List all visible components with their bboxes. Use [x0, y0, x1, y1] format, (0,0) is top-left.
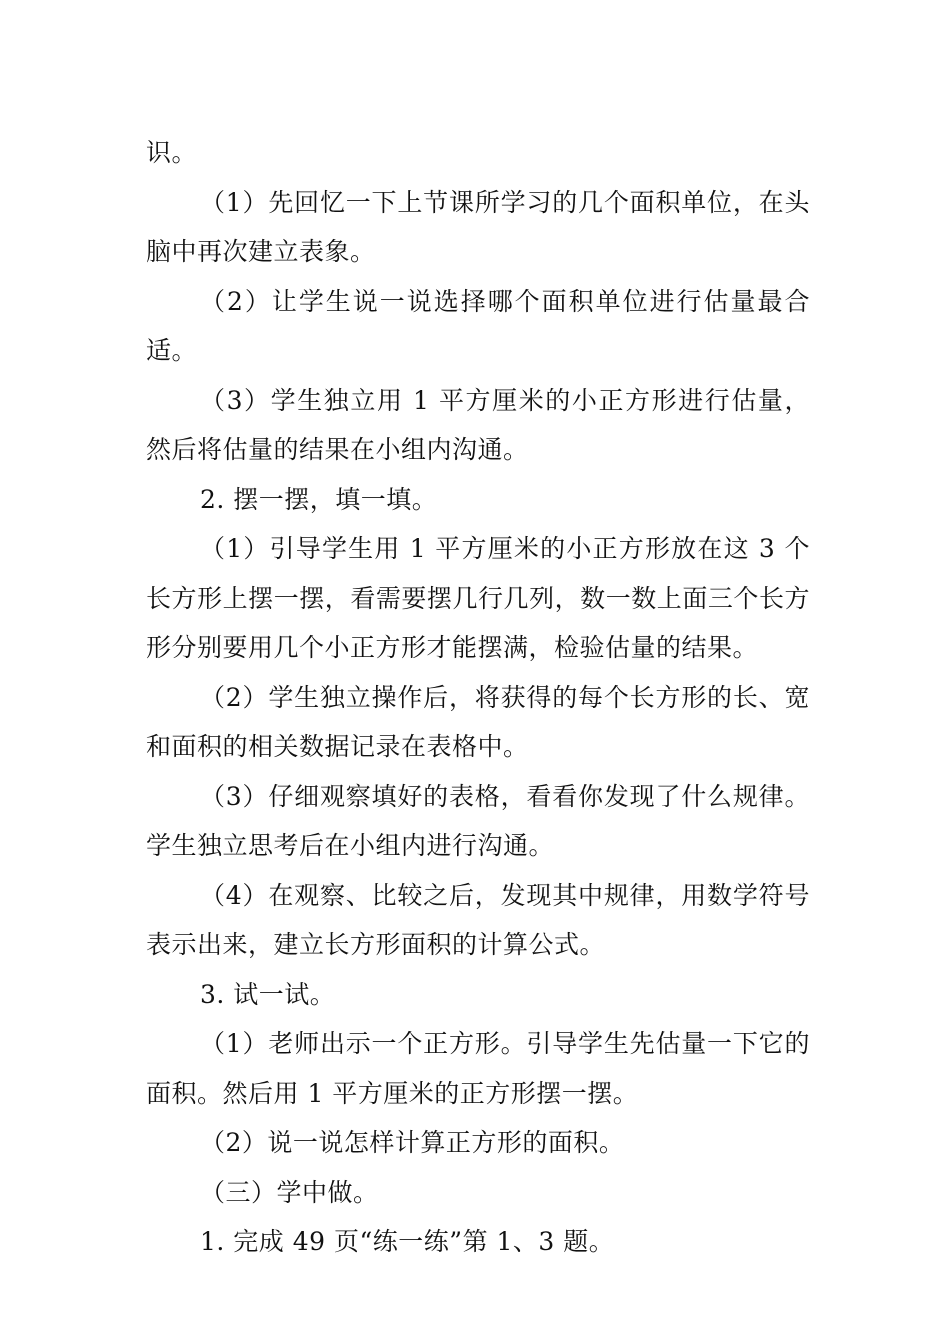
- heading-section-3: （三）学中做。: [200, 1177, 379, 1207]
- heading-step-2: 2. 摆一摆，填一填。: [200, 484, 438, 514]
- document-body: [146, 128, 810, 1267]
- paragraph-step-1-1: （1）先回忆一下上节课所学习的几个面积单位，在头脑中再次建立表象。: [146, 187, 810, 266]
- paragraph-step-2-4: （4）在观察、比较之后，发现其中规律，用数学符号表示出来，建立长方形面积的计算公式。: [146, 880, 810, 959]
- paragraph-step-3-1: （1）老师出示一个正方形。引导学生先估量一下它的面积。然后用 1 平方厘米的正方形摆一摆。: [146, 1029, 810, 1108]
- paragraph-exercise-1: 1. 完成 49 页“练一练”第 1、3 题。: [200, 1227, 615, 1256]
- heading-step-3: 3. 试一试。: [200, 979, 336, 1009]
- paragraph-step-1-2: （2）让学生说一说选择哪个面积单位进行估量最合适。: [146, 286, 810, 365]
- paragraph-step-2-2: （2）学生独立操作后，将获得的每个长方形的长、宽和面积的相关数据记录在表格中。: [146, 682, 810, 761]
- paragraph-step-1-3: （3）学生独立用 1 平方厘米的小正方形进行估量，然后将估量的结果在小组内沟通。: [146, 385, 810, 464]
- paragraph-step-2-1: （1）引导学生用 1 平方厘米的小正方形放在这 3 个长方形上摆一摆，看需要摆几行几列，数一数上面三个长方形分别要用几个小正方形才能摆满，检验估量的结果。: [146, 534, 810, 662]
- paragraph-step-2-3: （3）仔细观察填好的表格，看看你发现了什么规律。学生独立思考后在小组内进行沟通。: [146, 781, 810, 860]
- paragraph-step-3-2: （2）说一说怎样计算正方形的面积。: [200, 1128, 625, 1157]
- paragraph-continuation: 识。: [146, 138, 198, 167]
